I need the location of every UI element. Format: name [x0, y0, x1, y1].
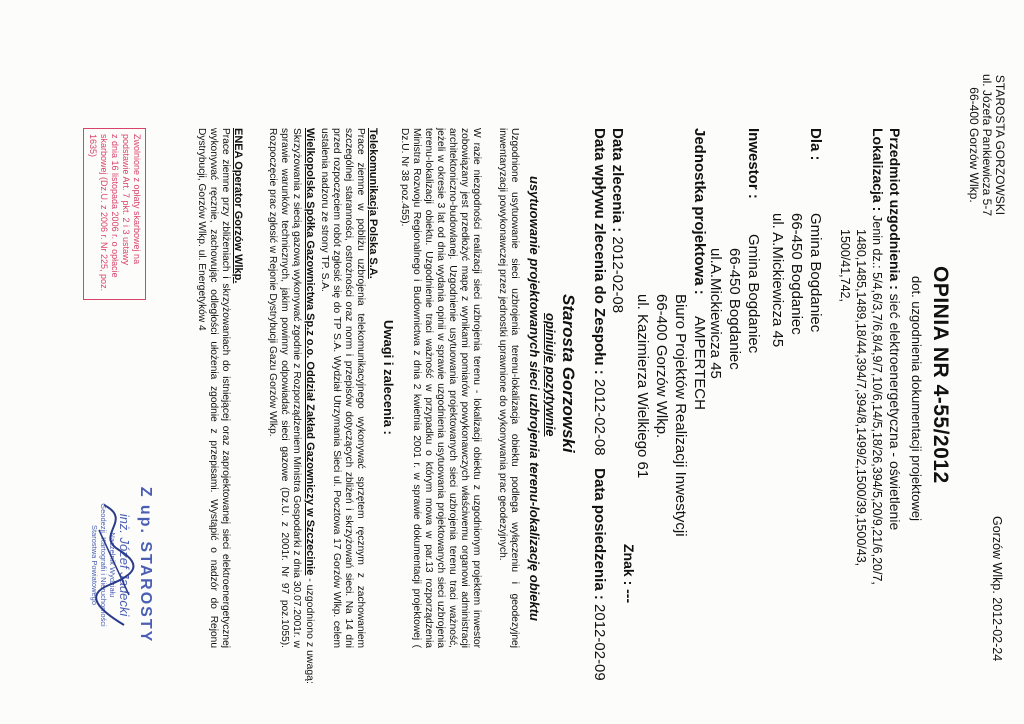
designer-line-1: AMPERTECH: [691, 316, 708, 410]
enea-remark-text: Prace ziemne przy zbliżeniach i skrzyżowaniach do istniejącej oraz zaprojektowanej sieci elektroenergetycznej wykonywać ręcznie, zachowując odległości ułożenia zgodnie z przepisami. Wystąpić o nadzór do Rejonu Dystrybucji, Gorzów Wlkp. ul. Energetyków 4: [196, 128, 231, 648]
paragraph-validity: W razie niezgodności realizacji sieci uzbrojenia terenu - lokalizacji obiektu z uzgodnionym projektem inwestor zobowiązany jest przedłożyć mapę z wynikami pomiarów powykonawczych właściwemu organowi administracji architektoniczno-budowlanej. Uzgodnienie usytuowania projektowanych sieci uzbrojenia terenu traci ważność, jeżeli w okresie 3 lat od dnia wydania opinii w sprawie uzgodnienia usytuowania projektowanych sieci uzbrojenia terenu-lokalizacji obiektu. Uzgodnienie traci ważność w przypadku o którym mowa w par.13 rozporządzenia Ministra Rozwoju Regionalnego i Budownictwa z dnia 2 kwietnia 2001 r. w sprawie dokumentacji projektowej ( Dz.U. Nr 38 poz.455).: [399, 128, 482, 648]
order-date-label: Data zlecenia :: [609, 128, 626, 233]
designer-line-2: Biuro Projektów Realizacji Inwestycji: [672, 294, 689, 537]
designer-label: Jednostka projektowa :: [691, 128, 708, 295]
designer-line-4: ul. Kazimierza Wielkiego 61: [634, 294, 651, 479]
location-value-3: 1500/41,742,: [838, 229, 852, 302]
gas-remark-suffix: - uzgodniono z uwagą:: [304, 578, 316, 684]
decision-authority: Starosta Gorzowski: [559, 294, 578, 453]
subject-label: Przedmiot uzgodnienia :: [887, 128, 903, 290]
subject-value: sieć elektroenergetyczna - oświetlenie: [887, 293, 903, 531]
remarks-heading: Uwagi i zalecenia :: [381, 320, 396, 435]
document-title: OPINIA NR 4-55/2012: [929, 266, 952, 484]
stamp-line-2: podstawie Art. 7 pkt. 2 i 3 ustawy: [121, 134, 131, 266]
signature-title: Z up. STAROSTY: [137, 486, 154, 644]
for-line-2: 66-450 Bogdaniec: [788, 213, 805, 335]
decision-verdict: opiniuje pozytywnie: [543, 313, 558, 437]
gas-remark-text: Skrzyżowania z siecią gazową wykonywać zgodnie z Rozporządzeniem Ministra Gospodarki z dnia 30.07.2001r. w sprawie warunków technicznych, jakim powinny odpowiadać sieci gazowe (Dz.U. z 2001r. Nr 97 poz.1055). Rozpoczęcie prac zgłosić w Rejonie Dystrybucji Gazu Gorzów Wlkp.: [267, 128, 302, 648]
document-subtitle: dot. uzgodnienia dokumentacji projektowej: [909, 276, 924, 521]
for-label: Dla :: [807, 128, 824, 161]
decision-scope: usytuowanie projektowanych sieci uzbrojenia terenu-lokalizację obiektu: [527, 176, 542, 622]
handwritten-signature-icon: [89, 500, 139, 630]
meeting-date-label: Data posiedzenia :: [591, 468, 608, 600]
designer-line-3: 66-400 Gorzów Wlkp.: [653, 294, 670, 439]
location-label: Lokalizacja :: [870, 128, 886, 212]
subject-row: [886, 128, 904, 530]
received-date-row: [590, 128, 608, 681]
order-date-value: 2012-02-08: [609, 236, 626, 314]
location-value-2: 1480,1485,1489,18/44,394/7,394/8,1499/2,1500/39,1500/43,: [854, 229, 868, 567]
stamp-line-3: z dnia 16 listopada 2006 r. o opłacie: [110, 134, 120, 278]
signature-role-3: Starostwa Powiatowego: [90, 524, 99, 606]
enea-company-name: ENEA Operator Gorzów Wlkp.: [232, 128, 244, 284]
office-name: STAROSTA GORZOWSKI: [993, 74, 1007, 216]
investor-line-1: Gmina Bogdaniec: [745, 234, 762, 354]
received-date-value: 2012-02-08: [591, 378, 608, 456]
tp-remark-text: Prace ziemne w pobliżu uzbrojenia telekomunikacyjnego wykonywać sprzętem ręcznym z zachowaniem szczególnej staranności, ostrożności oraz norm i przepisów dotyczących zbliżeń i skrzyżowań sieci. Na 14 dni przed rozpoczęciem robót zgłosić się do TP S.A. Wydział Utrzymania Sieci ul. Pocztowa 17 Gorzów Wlkp. celem ustalenia nadzoru ze strony TP. S.A.: [319, 128, 366, 648]
place-date: Gorzów Wlkp. 2012-02-24: [990, 516, 1004, 662]
investor-line-3: ul.A.Mickiewicza 45: [707, 248, 724, 379]
office-address-line-2: 66-400 Gorzów Wlkp.: [967, 87, 981, 203]
for-line-1: Gmina Bogdaniec: [807, 213, 824, 333]
investor-line-2: 66-450 Bogdaniec: [726, 248, 743, 370]
for-line-3: ul. A.Mickiewicza 45: [769, 213, 786, 348]
stamp-line-1: Zwolnione z opłaty skarbowej na: [132, 134, 142, 265]
sign-field: Znak : ---: [621, 544, 637, 604]
signature-role-1: Naczelnik Wydziału: [108, 532, 117, 598]
gas-company-name: Wielkopolska Spółka Gazownictwa Sp.z o.o. Oddział Zakład Gazowniczy w Szczecinie: [304, 128, 316, 576]
location-value-1: Jenin dz.: 5/4,6/3,7/6,8/4,9/7,10/6,14/5,18/26,394/5,20/9,21/6,20/7,: [870, 215, 884, 585]
office-address-line-1: ul. Józefa Pankiewicza 5-7: [980, 73, 994, 217]
signature-role-2: Geodezji, Kartografii i Nieruchomości: [99, 503, 108, 627]
order-date-row: [608, 128, 626, 313]
signature-name: inż. Józef Jadecki: [117, 513, 132, 617]
office-header: [967, 40, 1006, 250]
paragraph-survey: Uzgodnione usytuowanie sieci uzbrojenia terenu-lokalizacja obiektu podlega wyłączeniu i geodezyjnej inwentaryzacji powykonawczej przez jednostki uprawnione do wykonywania prac geodezyjnych.: [497, 128, 520, 648]
stamp-line-4: skarbowej (Dz.U. z 2006 r. Nr 225, poz. 1635): [88, 134, 109, 292]
tp-company-name: Telekomunikacja Polska S.A.: [367, 128, 379, 279]
investor-label: Inwestor :: [745, 128, 762, 199]
received-date-label: Data wpływu zlecenia do Zespołu :: [591, 128, 608, 375]
gas-remark-header: [304, 128, 316, 684]
location-row: [868, 128, 887, 585]
meeting-date-value: 2012-02-09: [591, 604, 608, 681]
fee-exemption-stamp: [83, 128, 146, 300]
